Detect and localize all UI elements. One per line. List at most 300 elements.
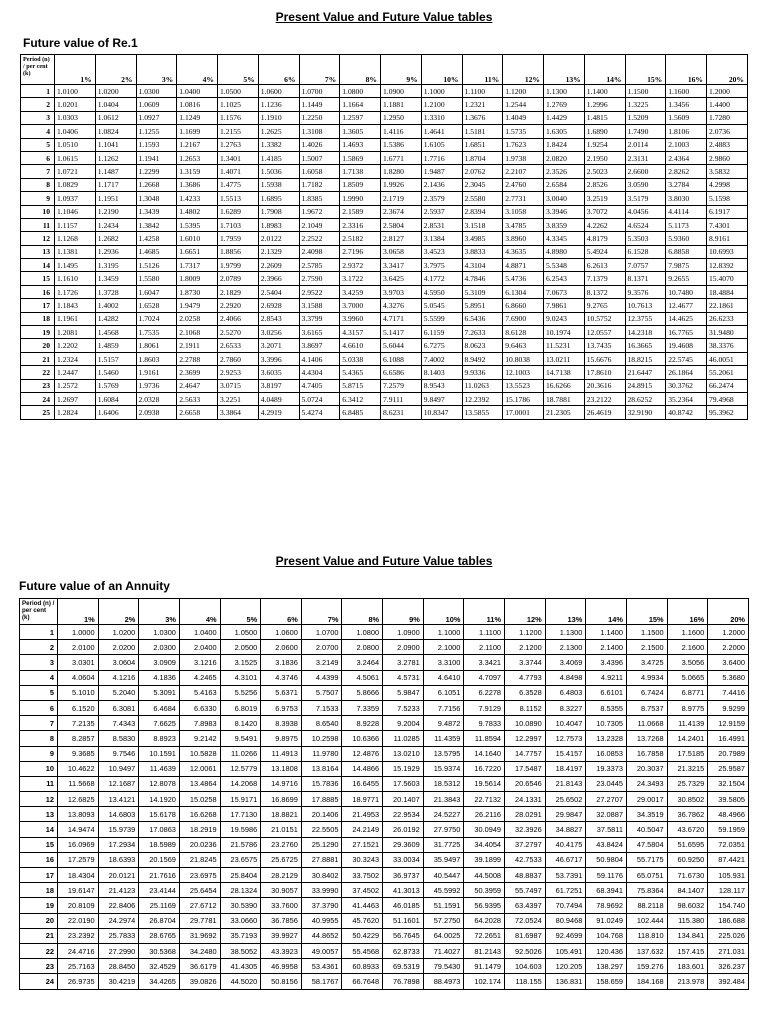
value-cell: 30.8402 <box>301 868 342 883</box>
value-cell: 3.3864 <box>218 406 259 419</box>
value-cell: 7.8983 <box>179 716 220 731</box>
value-cell: 66.2474 <box>707 379 748 392</box>
value-cell: 6.7275 <box>421 339 462 352</box>
value-cell: 2.7860 <box>218 352 259 365</box>
value-cell: 15.6676 <box>584 352 625 365</box>
value-cell: 1.0900 <box>381 85 422 98</box>
value-cell: 10.9497 <box>98 761 139 776</box>
value-cell: 6.3081 <box>98 700 139 715</box>
value-cell: 1.6528 <box>136 299 177 312</box>
rate-header: 8% <box>340 55 381 85</box>
value-cell: 14.7138 <box>544 366 585 379</box>
value-cell: 47.5804 <box>626 837 667 852</box>
value-cell: 1.1400 <box>586 625 627 640</box>
value-cell: 1.3048 <box>136 192 177 205</box>
value-cell: 2.3131 <box>625 151 666 164</box>
value-cell: 1.7959 <box>218 232 259 245</box>
value-cell: 1.2000 <box>707 85 748 98</box>
value-cell: 2.5580 <box>462 192 503 205</box>
value-cell: 13.7435 <box>584 339 625 352</box>
period-cell: 16 <box>21 285 55 298</box>
value-cell: 1.7182 <box>299 178 340 191</box>
value-cell: 3.1525 <box>220 655 261 670</box>
value-cell: 3.4985 <box>462 232 503 245</box>
value-cell: 2.7731 <box>503 192 544 205</box>
value-cell: 6.2613 <box>584 259 625 272</box>
value-cell: 2.0800 <box>342 640 383 655</box>
value-cell: 6.2278 <box>464 685 505 700</box>
value-cell: 71.4027 <box>423 943 464 958</box>
value-cell: 3.0256 <box>258 326 299 339</box>
value-cell: 1.2697 <box>55 392 96 405</box>
value-cell: 29.3609 <box>383 837 424 852</box>
period-cell: 7 <box>21 165 55 178</box>
rate-header: 1% <box>58 599 99 625</box>
value-cell: 1.3159 <box>177 165 218 178</box>
value-cell: 18.5989 <box>139 837 180 852</box>
value-cell: 11.5231 <box>544 339 585 352</box>
value-cell: 7.7156 <box>423 700 464 715</box>
value-cell: 9.9299 <box>708 700 749 715</box>
table-row <box>20 670 749 685</box>
value-cell: 1.4775 <box>218 178 259 191</box>
period-cell: 19 <box>21 326 55 339</box>
value-cell: 128.117 <box>708 883 749 898</box>
value-cell: 1.2597 <box>340 111 381 124</box>
value-cell: 4.3104 <box>462 259 503 272</box>
value-cell: 15.9739 <box>98 822 139 837</box>
value-cell: 11.4913 <box>261 746 302 761</box>
value-cell: 32.9190 <box>625 406 666 419</box>
value-cell: 2.4364 <box>666 151 707 164</box>
value-cell: 9.2004 <box>383 716 424 731</box>
value-cell: 30.4219 <box>98 974 139 989</box>
future-value-table <box>20 54 748 420</box>
value-cell: 2.0820 <box>544 151 585 164</box>
value-cell: 32.4529 <box>139 959 180 974</box>
value-cell: 20.3037 <box>626 761 667 776</box>
value-cell: 5.4274 <box>299 406 340 419</box>
value-cell: 4.6524 <box>625 218 666 231</box>
value-cell: 1.2167 <box>177 138 218 151</box>
value-cell: 91.1479 <box>464 959 505 974</box>
value-cell: 5.6044 <box>381 339 422 352</box>
value-cell: 137.632 <box>626 943 667 958</box>
value-cell: 34.4054 <box>464 837 505 852</box>
value-cell: 25.1290 <box>301 837 342 852</box>
value-cell: 2.0100 <box>58 640 99 655</box>
value-cell: 18.4304 <box>58 868 99 883</box>
value-cell: 8.1152 <box>505 700 546 715</box>
value-cell: 4.0456 <box>625 205 666 218</box>
value-cell: 28.1324 <box>220 883 261 898</box>
period-cell: 20 <box>21 339 55 352</box>
period-cell: 5 <box>21 138 55 151</box>
value-cell: 45.5992 <box>423 883 464 898</box>
value-cell: 36.6179 <box>179 959 220 974</box>
value-cell: 1.1593 <box>136 138 177 151</box>
value-cell: 18.6393 <box>98 852 139 867</box>
rate-header: 6% <box>258 55 299 85</box>
value-cell: 43.8424 <box>586 837 627 852</box>
table-row <box>20 655 749 670</box>
value-cell: 1.4116 <box>381 125 422 138</box>
value-cell: 1.1910 <box>258 111 299 124</box>
table-row <box>20 625 749 640</box>
value-cell: 1.7024 <box>136 312 177 325</box>
value-cell: 25.1169 <box>139 898 180 913</box>
value-cell: 18.8821 <box>261 807 302 822</box>
value-cell: 1.3842 <box>136 218 177 231</box>
value-cell: 2.1300 <box>545 640 586 655</box>
value-cell: 1.0927 <box>136 111 177 124</box>
table-row <box>20 928 749 943</box>
value-cell: 39.1899 <box>464 852 505 867</box>
period-cell: 19 <box>20 898 58 913</box>
table-row <box>20 852 749 867</box>
value-cell: 27.1521 <box>342 837 383 852</box>
value-cell: 1.6047 <box>136 285 177 298</box>
value-cell: 22.5505 <box>301 822 342 837</box>
value-cell: 3.1836 <box>261 655 302 670</box>
value-cell: 43.3923 <box>261 943 302 958</box>
value-cell: 136.831 <box>545 974 586 989</box>
value-cell: 1.2950 <box>381 111 422 124</box>
value-cell: 43.6720 <box>667 822 708 837</box>
value-cell: 23.4144 <box>139 883 180 898</box>
value-cell: 60.8933 <box>342 959 383 974</box>
value-cell: 3.0590 <box>625 178 666 191</box>
value-cell: 1.1000 <box>421 85 462 98</box>
value-cell: 11.4359 <box>423 731 464 746</box>
value-cell: 8.1420 <box>220 716 261 731</box>
value-cell: 20.8109 <box>58 898 99 913</box>
table-body <box>20 625 749 990</box>
value-cell: 1.7138 <box>340 165 381 178</box>
table-row <box>20 731 749 746</box>
value-cell: 37.2797 <box>505 837 546 852</box>
table-row <box>21 312 748 325</box>
value-cell: 20.0236 <box>179 837 220 852</box>
value-cell: 14.2068 <box>220 776 261 791</box>
rate-header: 13% <box>544 55 585 85</box>
value-cell: 62.8733 <box>383 943 424 958</box>
period-cell: 12 <box>21 232 55 245</box>
value-cell: 49.0057 <box>301 943 342 958</box>
value-cell: 2.4760 <box>503 178 544 191</box>
value-cell: 2.1100 <box>464 640 505 655</box>
value-cell: 8.1403 <box>421 366 462 379</box>
value-cell: 3.9703 <box>381 285 422 298</box>
rate-header: 8% <box>342 599 383 625</box>
rate-header: 6% <box>261 599 302 625</box>
value-cell: 18.5312 <box>423 776 464 791</box>
table-row <box>20 700 749 715</box>
table-row <box>21 111 748 124</box>
value-cell: 9.9336 <box>462 366 503 379</box>
value-cell: 40.4175 <box>545 837 586 852</box>
value-cell: 64.2028 <box>464 913 505 928</box>
value-cell: 4.4399 <box>301 670 342 685</box>
table-row <box>21 178 748 191</box>
period-cell: 11 <box>20 776 58 791</box>
value-cell: 12.8078 <box>139 776 180 791</box>
period-cell: 17 <box>21 299 55 312</box>
value-cell: 7.3359 <box>342 700 383 715</box>
value-cell: 2.0328 <box>136 392 177 405</box>
value-cell: 1.0900 <box>383 625 424 640</box>
value-cell: 5.4736 <box>503 272 544 285</box>
value-cell: 1.7103 <box>218 218 259 231</box>
value-cell: 55.4568 <box>342 943 383 958</box>
value-cell: 1.0600 <box>258 85 299 98</box>
table-row <box>20 792 749 807</box>
value-cell: 2.2609 <box>258 259 299 272</box>
value-cell: 27.6712 <box>179 898 220 913</box>
value-cell: 25.7833 <box>98 928 139 943</box>
table-row <box>20 640 749 655</box>
value-cell: 10.8347 <box>421 406 462 419</box>
value-cell: 13.4864 <box>179 776 220 791</box>
value-cell: 1.0824 <box>95 125 136 138</box>
value-cell: 3.2781 <box>383 655 424 670</box>
value-cell: 2.7590 <box>299 272 340 285</box>
table-row <box>21 138 748 151</box>
value-cell: 1.6406 <box>95 406 136 419</box>
value-cell: 1.1881 <box>381 98 422 111</box>
value-cell: 3.1518 <box>462 218 503 231</box>
value-cell: 1.9738 <box>503 151 544 164</box>
value-cell: 4.8980 <box>544 245 585 258</box>
rate-header: 3% <box>139 599 180 625</box>
value-cell: 1.0406 <box>55 125 96 138</box>
value-cell: 1.3225 <box>625 98 666 111</box>
value-cell: 9.2142 <box>179 731 220 746</box>
value-cell: 13.5523 <box>503 379 544 392</box>
table-row <box>21 151 748 164</box>
value-cell: 3.1058 <box>503 205 544 218</box>
value-cell: 1.4233 <box>177 192 218 205</box>
value-cell: 23.2760 <box>261 837 302 852</box>
value-cell: 186.688 <box>708 913 749 928</box>
value-cell: 6.6101 <box>586 685 627 700</box>
value-cell: 1.5609 <box>666 111 707 124</box>
value-cell: 1.8424 <box>544 138 585 151</box>
value-cell: 10.7613 <box>625 299 666 312</box>
period-cell: 18 <box>20 883 58 898</box>
value-cell: 30.0949 <box>464 822 505 837</box>
value-cell: 28.6765 <box>139 928 180 943</box>
value-cell: 1.5007 <box>299 151 340 164</box>
period-cell: 24 <box>21 392 55 405</box>
value-cell: 3.4396 <box>586 655 627 670</box>
value-cell: 4.7171 <box>381 312 422 325</box>
value-cell: 1.0800 <box>342 625 383 640</box>
value-cell: 7.6625 <box>139 716 180 731</box>
value-cell: 2.1719 <box>381 192 422 205</box>
value-cell: 13.4121 <box>98 792 139 807</box>
value-cell: 8.2857 <box>58 731 99 746</box>
value-cell: 2.1049 <box>299 218 340 231</box>
value-cell: 1.2572 <box>55 379 96 392</box>
value-cell: 1.0816 <box>177 98 218 111</box>
value-cell: 2.8531 <box>421 218 462 231</box>
table-row <box>21 85 748 98</box>
value-cell: 1.9736 <box>136 379 177 392</box>
value-cell: 51.6595 <box>667 837 708 852</box>
value-cell: 7.2579 <box>381 379 422 392</box>
value-cell: 9.2655 <box>666 272 707 285</box>
value-cell: 46.9958 <box>261 959 302 974</box>
value-cell: 1.4568 <box>95 326 136 339</box>
value-cell: 1.0510 <box>55 138 96 151</box>
value-cell: 1.8061 <box>136 339 177 352</box>
value-cell: 21.3215 <box>667 761 708 776</box>
period-cell: 11 <box>21 218 55 231</box>
period-cell: 13 <box>21 245 55 258</box>
value-cell: 1.2653 <box>177 151 218 164</box>
value-cell: 158.659 <box>586 974 627 989</box>
value-cell: 6.5436 <box>462 312 503 325</box>
value-cell: 1.2996 <box>584 98 625 111</box>
value-cell: 4.8498 <box>545 670 586 685</box>
value-cell: 26.0192 <box>383 822 424 837</box>
value-cell: 40.5047 <box>626 822 667 837</box>
value-cell: 2.6584 <box>544 178 585 191</box>
value-cell: 17.5487 <box>505 761 546 776</box>
value-cell: 4.2998 <box>707 178 748 191</box>
value-cell: 17.2934 <box>98 837 139 852</box>
value-cell: 32.3926 <box>505 822 546 837</box>
annuity-table <box>19 598 749 990</box>
period-cell: 4 <box>21 125 55 138</box>
value-cell: 22.8406 <box>98 898 139 913</box>
value-cell: 2.9522 <box>299 285 340 298</box>
value-cell: 10.4622 <box>58 761 99 776</box>
value-cell: 2.3579 <box>421 192 462 205</box>
value-cell: 15.4157 <box>545 746 586 761</box>
value-cell: 13.5855 <box>462 406 503 419</box>
value-cell: 3.6400 <box>708 655 749 670</box>
rate-header: 10% <box>423 599 464 625</box>
value-cell: 1.8603 <box>136 352 177 365</box>
value-cell: 8.9161 <box>707 232 748 245</box>
value-cell: 2.6600 <box>625 165 666 178</box>
value-cell: 1.1025 <box>218 98 259 111</box>
rate-header: 2% <box>95 55 136 85</box>
value-cell: 7.4416 <box>708 685 749 700</box>
value-cell: 271.031 <box>708 943 749 958</box>
section-title-annuity: Future value of an Annuity <box>19 579 170 593</box>
value-cell: 56.7645 <box>383 928 424 943</box>
rate-header: 16% <box>666 55 707 85</box>
value-cell: 11.9780 <box>301 746 342 761</box>
value-cell: 51.1591 <box>423 898 464 913</box>
value-cell: 25.6725 <box>261 852 302 867</box>
table-row <box>21 406 748 419</box>
value-cell: 1.2250 <box>299 111 340 124</box>
value-cell: 1.1200 <box>505 625 546 640</box>
value-cell: 2.5633 <box>177 392 218 405</box>
value-cell: 1.0600 <box>261 625 302 640</box>
value-cell: 48.4966 <box>708 807 749 822</box>
value-cell: 5.0724 <box>299 392 340 405</box>
table-row <box>20 883 749 898</box>
value-cell: 24.3493 <box>626 776 667 791</box>
value-cell: 19.5986 <box>220 822 261 837</box>
rate-header: 11% <box>464 599 505 625</box>
value-cell: 2.1436 <box>421 178 462 191</box>
value-cell: 11.0266 <box>220 746 261 761</box>
value-cell: 1.0200 <box>95 85 136 98</box>
rate-header: 7% <box>301 599 342 625</box>
value-cell: 32.0887 <box>586 807 627 822</box>
value-cell: 1.0100 <box>55 85 96 98</box>
value-cell: 1.0800 <box>340 85 381 98</box>
value-cell: 2.9253 <box>218 366 259 379</box>
value-cell: 1.0609 <box>136 98 177 111</box>
value-cell: 9.7833 <box>464 716 505 731</box>
value-cell: 2.1200 <box>505 640 546 655</box>
value-cell: 1.1951 <box>95 192 136 205</box>
value-cell: 72.0351 <box>708 837 749 852</box>
value-cell: 51.1601 <box>383 913 424 928</box>
value-cell: 1.5735 <box>503 125 544 138</box>
value-cell: 22.5745 <box>666 352 707 365</box>
value-cell: 1.4282 <box>95 312 136 325</box>
value-cell: 1.3108 <box>299 125 340 138</box>
value-cell: 79.5430 <box>423 959 464 974</box>
value-cell: 3.3100 <box>423 655 464 670</box>
value-cell: 1.0303 <box>55 111 96 124</box>
value-cell: 12.0557 <box>584 326 625 339</box>
value-cell: 1.1255 <box>136 125 177 138</box>
value-cell: 46.0185 <box>383 898 424 913</box>
value-cell: 12.4677 <box>666 299 707 312</box>
value-cell: 1.0721 <box>55 165 96 178</box>
table-row <box>21 259 748 272</box>
value-cell: 3.1216 <box>179 655 220 670</box>
value-cell: 16.6266 <box>544 379 585 392</box>
value-cell: 1.9254 <box>584 138 625 151</box>
value-cell: 1.3459 <box>95 272 136 285</box>
value-cell: 213.978 <box>667 974 708 989</box>
value-cell: 6.1528 <box>625 245 666 258</box>
value-cell: 154.740 <box>708 898 749 913</box>
rate-header: 14% <box>584 55 625 85</box>
value-cell: 2.0789 <box>218 272 259 285</box>
value-cell: 56.9395 <box>464 898 505 913</box>
value-cell: 24.8915 <box>625 379 666 392</box>
value-cell: 4.2919 <box>258 406 299 419</box>
value-cell: 3.8030 <box>666 192 707 205</box>
value-cell: 4.2465 <box>179 670 220 685</box>
value-cell: 1.2190 <box>95 205 136 218</box>
value-cell: 1.2936 <box>95 245 136 258</box>
table-row <box>20 746 749 761</box>
value-cell: 4.8179 <box>584 232 625 245</box>
value-cell: 25.7329 <box>667 776 708 791</box>
period-cell: 21 <box>20 928 58 943</box>
value-cell: 16.7220 <box>464 761 505 776</box>
value-cell: 3.4785 <box>503 218 544 231</box>
value-cell: 7.2633 <box>462 326 503 339</box>
value-cell: 3.4259 <box>340 285 381 298</box>
value-cell: 64.0025 <box>423 928 464 943</box>
value-cell: 23.6575 <box>220 852 261 867</box>
value-cell: 6.8485 <box>340 406 381 419</box>
value-cell: 1.8009 <box>177 272 218 285</box>
